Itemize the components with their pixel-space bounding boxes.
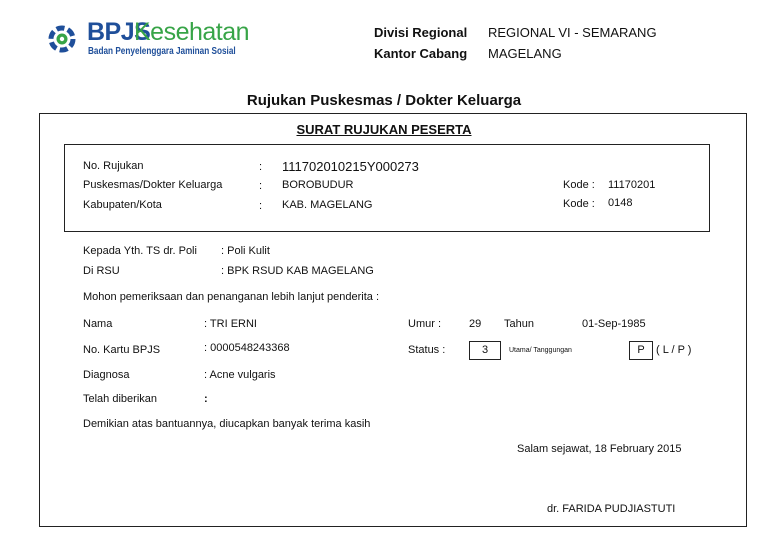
gender-box: P <box>629 341 653 360</box>
brand-name-kesehatan: Kesehatan <box>134 18 250 46</box>
brand-subtitle: Badan Penyelenggara Jaminan Sosial <box>88 46 236 57</box>
diberikan-value: : <box>204 393 208 405</box>
colon: : <box>259 161 263 173</box>
no-rujukan-label: No. Rujukan <box>83 160 144 172</box>
kartu-label: No. Kartu BPJS <box>83 344 161 356</box>
kantor-label: Kantor Cabang <box>374 46 468 61</box>
divisi-value: REGIONAL VI - SEMARANG <box>488 25 657 40</box>
document-title: Rujukan Puskesmas / Dokter Keluarga <box>246 92 522 109</box>
nama-value: : TRI ERNI <box>204 318 257 330</box>
dob-value: 01-Sep-1985 <box>582 318 646 330</box>
diagnosa-label: Diagnosa <box>83 369 130 381</box>
request-text: Mohon pemeriksaan dan penanganan lebih lanjut penderita : <box>83 291 379 303</box>
nama-label: Nama <box>83 318 113 330</box>
kepada-value: : Poli Kulit <box>221 245 270 257</box>
colon: : <box>259 180 263 192</box>
umur-value: 29 <box>469 318 482 330</box>
no-rujukan-value: 111702010215Y000273 <box>282 159 419 174</box>
umur-label: Umur : <box>408 318 441 330</box>
divisi-label: Divisi Regional <box>374 25 468 40</box>
kabupaten-value: KAB. MAGELANG <box>282 199 373 211</box>
diagnosa-value: : Acne vulgaris <box>204 369 276 381</box>
puskesmas-value: BOROBUDUR <box>282 179 354 191</box>
document-subtitle: SURAT RUJUKAN PESERTA <box>296 122 472 137</box>
puskesmas-label: Puskesmas/Dokter Keluarga <box>83 179 223 191</box>
rsu-label: Di RSU <box>83 265 120 277</box>
gender-desc: ( L / P ) <box>656 344 692 356</box>
kode-kabupaten-value: 0148 <box>608 197 633 209</box>
kode-puskesmas-value: 11170201 <box>608 179 656 191</box>
status-box: 3 <box>469 341 501 360</box>
kartu-value: : 0000548243368 <box>204 342 290 354</box>
kode-label: Kode : <box>563 179 595 191</box>
status-desc: Utama/ Tanggungan <box>509 347 572 354</box>
rsu-value: : BPK RSUD KAB MAGELANG <box>221 265 374 277</box>
tahun-label: Tahun <box>504 318 534 330</box>
brand-name-bpjs: BPJS <box>87 18 151 46</box>
status-label: Status : <box>408 344 446 356</box>
diberikan-label: Telah diberikan <box>83 393 157 405</box>
kantor-value: MAGELANG <box>488 46 562 61</box>
kode-label: Kode : <box>563 198 595 210</box>
colon: : <box>259 200 263 212</box>
salam-date: Salam sejawat, 18 February 2015 <box>517 443 682 455</box>
kepada-label: Kepada Yth. TS dr. Poli <box>83 245 197 257</box>
kabupaten-label: Kabupaten/Kota <box>83 199 162 211</box>
bpjs-logo-icon <box>47 24 77 54</box>
doctor-name: dr. FARIDA PUDJIASTUTI <box>547 503 676 515</box>
closing-text: Demikian atas bantuannya, diucapkan banyak terima kasih <box>83 418 371 430</box>
